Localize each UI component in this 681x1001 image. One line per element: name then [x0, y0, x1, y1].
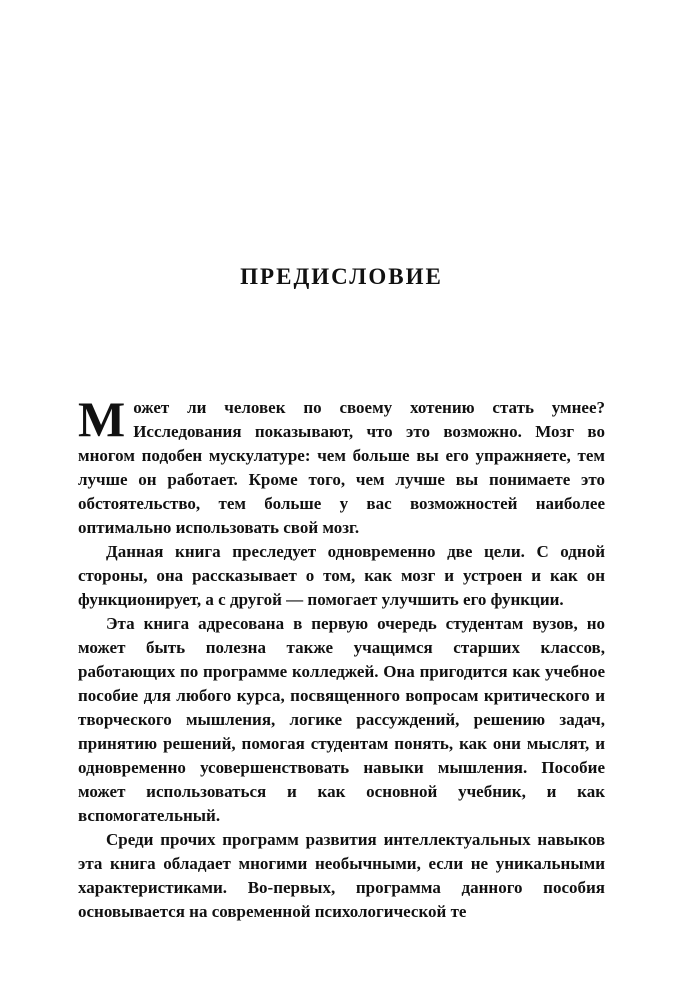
paragraph [78, 391, 605, 540]
paragraph: Данная книга преследует одновременно две цели. С одной стороны, она рассказывает о том, как мозг и устроен и как он функционирует, а с другой — помогает улучшить его функции. [78, 542, 605, 609]
paragraph: Эта книга адресована в первую очередь студентам вузов, но может быть полезна также учащимся старших классов, работающих по программе колледжей. Она пригодится как учебное пособие для любого курса, посвященного вопросам критического и творческого мышления, логике рассуждений, решению задач, принятию решений, помогая студентам понять, как они мыслят, и одновременно усовершенствовать навыки мышления. Пособие может использоваться и как основной учебник, и как вспомогательный. [78, 614, 605, 825]
body-text [78, 391, 605, 924]
paragraph-text: ожет ли человек по своему хотению стать умнее? Исследования показывают, что это возможно. Мозг во многом подобен мускулатуре: чем больше вы его упражняете, тем лучше он работает. Кроме того, чем лучше вы понимаете это обстоятельство, тем больше у вас возможностей наиболее оптимально использовать свой мозг. [78, 398, 605, 537]
dropcap-letter: М [78, 391, 126, 447]
page-title: ПРЕДИСЛОВИЕ [240, 264, 443, 289]
paragraph: Среди прочих программ развития интеллектуальных навыков эта книга обладает многими необычными, если не уникальными характеристиками. Во-первых, программа данного пособия основывается на современной психологической те [78, 830, 605, 921]
